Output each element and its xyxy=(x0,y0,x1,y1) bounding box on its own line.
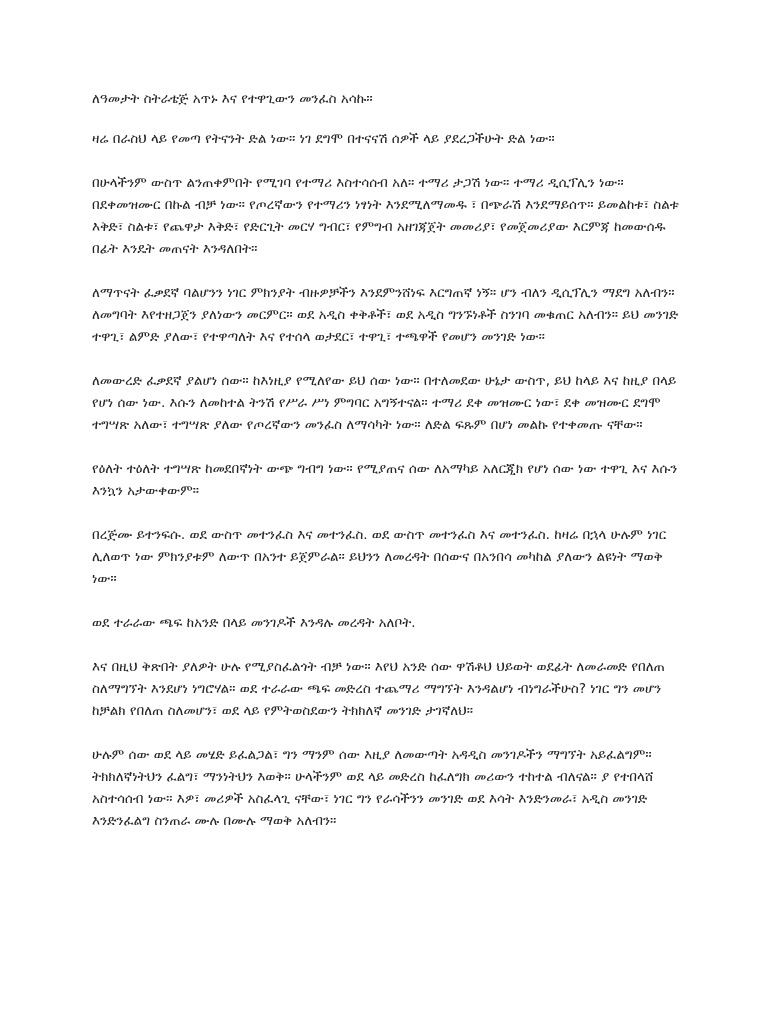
paragraph: ወደ ተራራው ጫፍ ከአንድ በላይ መንገዶች እንዳሉ መረዳት አለቦት. xyxy=(92,615,416,631)
paragraph: ለመውረድ ፈቃደኛ ያልሆነ ሰው። ከእነዚያ የሚለየው ይህ ሰው ነው። በተለመደው ሁኔታ ውስጥ, ይህ ከላይ እና ከዚያ በላይ የሆነ ሰው ነው. እሱን ለመከተል ትንሽ የሥራ ሥነ ምግባር አግኝተናል። ተማሪ ደቀ መዝሙር ነው፣ ደቀ መዝሙር ደግሞ ተግሣጽ አለው፣ ተግሣጽ ያለው የጦረኛውን መንፈስ ለማሳካት ነው። ለድል ፍጹም በሆነ መልኩ የተቀመጡ ናቸው። xyxy=(92,373,677,433)
paragraph: ሁሉም ሰው ወደ ላይ መሄድ ይፈልጋል፣ ግን ማንም ሰው እዚያ ለመውጣት አዳዲስ መንገዶችን ማግኘት አይፈልግም። ትክክለኛነትህን ፈልግ፣ ማንነትህን እወቅ። ሁላችንም ወደ ላይ መድረስ ከፈለግክ መሪውን ተከተል ብለናል። ያ የተበላሸ አስተሳሰብ ነው። እዎ፣ መሪዎች አስፈላጊ ናቸው፣ ነገር ግን የራሳችንን መንገድ ወደ እሳት እንድንመራ፣ አዲስ መንገድ እንድንፈልግ ስንጠራ ሙሉ በሙሉ ማወቅ አለብን። xyxy=(92,747,654,829)
paragraph: በረጅሙ ይተንፍሱ. ወደ ውስጥ መተንፈስ እና መተንፈስ. ወደ ውስጥ መተንፈስ እና መተንፈስ. ከዛሬ በኋላ ሁሉም ነገር ሊለወጥ ነው ምክንያቱም ለውጥ በአንተ ይጀምራል። ይህንን ለመረዳት በሰውና በአንበሳ መካከል ያለውን ልዩነት ማወቅ ነው። xyxy=(92,527,667,587)
paragraph: ዛሬ በራስህ ላይ የመጣ የትናንት ድል ነው። ነገ ደግሞ በተናናሽ ሰዎች ላይ ያደረጋችሁት ድል ነው። xyxy=(92,131,555,147)
paragraph: እና በዚህ ቅጽበት ያለዎት ሁሉ የሚያስፈልጎት ብቻ ነው። እየህ አንድ ሰው ዋሽቶህ ህይወት ወደፊት ለመራመድ የበለጠ ስለማግኘት እንደሆነ ነግሮሃል። ወደ ተራራው ጫፍ መድረስ ተጨማሪ ማግኘት እንዳልሆነ ብነግራችሁስ? ነገር ግን መሆን ከቻልክ የበለጠ ስለመሆን፣ ወደ ላይ የምትወስደውን ትክክለኛ መንገድ ታገኛለህ። xyxy=(92,659,665,719)
paragraph: ለማጥናት ፈቃደኛ ባልሆንን ነገር ምክንያት ብዙዎቻችን እንደምንሸነፍ እርግጠኛ ነኝ። ሆን ብለን ዲሲፕሊን ማደግ አለብን። ለመግባት እየተዘጋጀን ያለነውን መርምር። ወደ አዲስ ቀቅቶች፣ ወደ አዲስ ግንኙነቶች ስንገባ መቁጠር አለብን። ይህ መንገድ ተዋጊ፣ ልምድ ያለው፣ የተዋጣለት እና የተሰላ ወታደር፣ ተዋጊ፣ ተጫዋች የመሆን መንገድ ነው። xyxy=(92,285,679,345)
paragraph: በሁላችንም ውስጥ ልንጠቀምበት የሚገባ የተማሪ እስተሳሰብ አለ። ተማሪ ታጋሽ ነው። ተማሪ ዲሲፕሊን ነው። በደቀመዝሙር በኩል ብቻ ነው። የጦረኛውን የተማሪን ነፃነት እንደሚለማመዱ ፣ በጭራሽ እንደማይሰጥ። ይመልከቱ፣ ስልቱ እቅድ፣ ስልቱ፣ የጨዋታ እቅድ፣ የድርጊት መርሃ ግብር፣ የምግብ አዘገጃጀት መመሪያ፣ የመጀመሪያው እርምጃ ከመውሰዱ በፊት እንዴት መጠናት እንዳለበት። xyxy=(92,175,679,257)
document-body xyxy=(92,88,680,854)
paragraph-title: ለዓመታት ስትራቴጅ አጥኑ እና የተዋጊውን መንፈስ አሳኩ። xyxy=(92,91,373,107)
paragraph: የዕለት ተዕለት ተግሣጽ ከመደበኛነት ውጭ ግብግ ነው። የሚያጠና ሰው ለአማካይ አለርጂክ የሆነ ሰው ነው ተዋጊ እና እሱን እንኳን አታውቀውም። xyxy=(92,461,678,499)
